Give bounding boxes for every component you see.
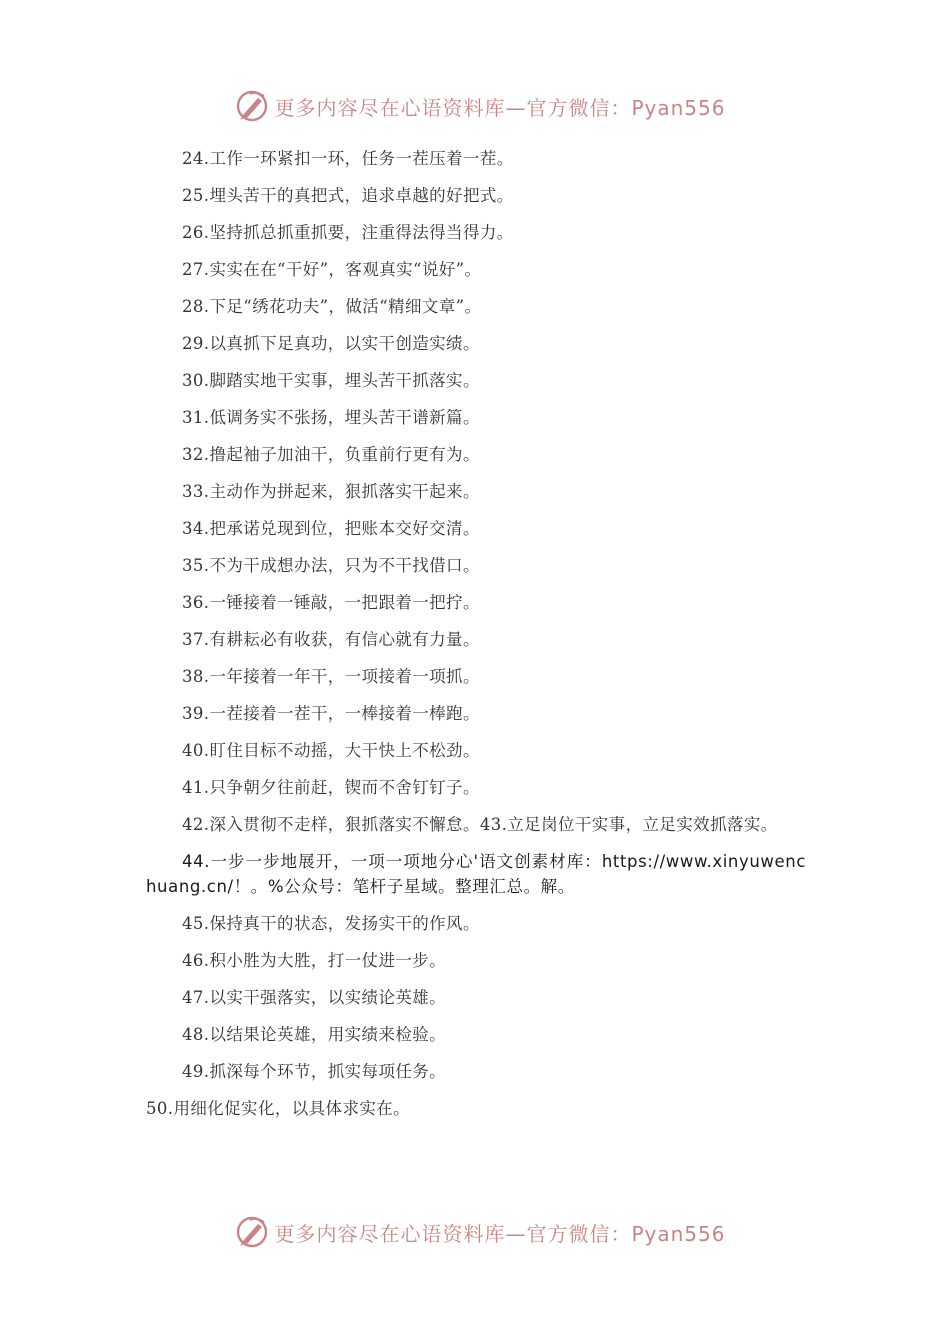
list-item: 45.保持真干的状态，发扬实干的作风。	[182, 914, 480, 933]
header-banner	[0, 84, 950, 128]
list-item: 49.抓深每个环节，抓实每项任务。	[182, 1062, 447, 1081]
list-item: 29.以真抓下足真功，以实干创造实绩。	[182, 334, 480, 353]
list-item: 28.下足“绣花功夫”，做活“精细文章”。	[182, 297, 482, 316]
pen-nib-logo-icon	[234, 1214, 270, 1250]
list-item: 36.一锤接着一锤敲，一把跟着一把拧。	[182, 593, 480, 612]
list-item: 25.埋头苦干的真把式，追求卓越的好把式。	[182, 186, 514, 205]
list-item: 33.主动作为拼起来，狠抓落实干起来。	[182, 482, 480, 501]
list-item: 38.一年接着一年干，一项接着一项抓。	[182, 667, 480, 686]
list-item: 27.实实在在“干好”，客观真实“说好”。	[182, 260, 482, 279]
list-item: 46.积小胜为大胜，打一仗进一步。	[182, 951, 447, 970]
pen-nib-logo-icon	[234, 88, 270, 124]
list-item: 37.有耕耘必有收获，有信心就有力量。	[182, 630, 480, 649]
list-item: 50.用细化促实化，以具体求实在。	[146, 1099, 411, 1118]
list-item: 34.把承诺兑现到位，把账本交好交清。	[182, 519, 480, 538]
footer-banner-text: 更多内容尽在心语资料库—官方微信：Pyan556	[274, 1221, 726, 1246]
list-item: 47.以实干强落实，以实绩论英雄。	[182, 988, 447, 1007]
header-banner-text: 更多内容尽在心语资料库—官方微信：Pyan556	[274, 95, 726, 120]
list-item: 44.一步一步地展开，一项一项地分心'语文创素材库：https://www.xinyuwenchuang.cn/！。%公众号：笔杆子星域。整理汇总。解。	[146, 852, 806, 896]
list-item: 24.工作一环紧扣一环，任务一茬压着一茬。	[182, 149, 514, 168]
list-item: 42.深入贯彻不走样，狠抓落实不懈怠。43.立足岗位干实事，立足实效抓落实。	[182, 815, 778, 834]
list-item: 39.一茬接着一茬干，一棒接着一棒跑。	[182, 704, 480, 723]
list-item: 32.撸起袖子加油干，负重前行更有为。	[182, 445, 480, 464]
list-item: 40.盯住目标不动摇，大干快上不松劲。	[182, 741, 480, 760]
list-item: 41.只争朝夕往前赶，锲而不舍钉钉子。	[182, 778, 480, 797]
list-item: 31.低调务实不张扬，埋头苦干谱新篇。	[182, 408, 480, 427]
list-item: 30.脚踏实地干实事，埋头苦干抓落实。	[182, 371, 480, 390]
list-item: 35.不为干成想办法，只为不干找借口。	[182, 556, 480, 575]
list-item: 26.坚持抓总抓重抓要，注重得法得当得力。	[182, 223, 514, 242]
document-body	[146, 146, 806, 1133]
footer-banner	[0, 1210, 950, 1254]
list-item: 48.以结果论英雄，用实绩来检验。	[182, 1025, 447, 1044]
